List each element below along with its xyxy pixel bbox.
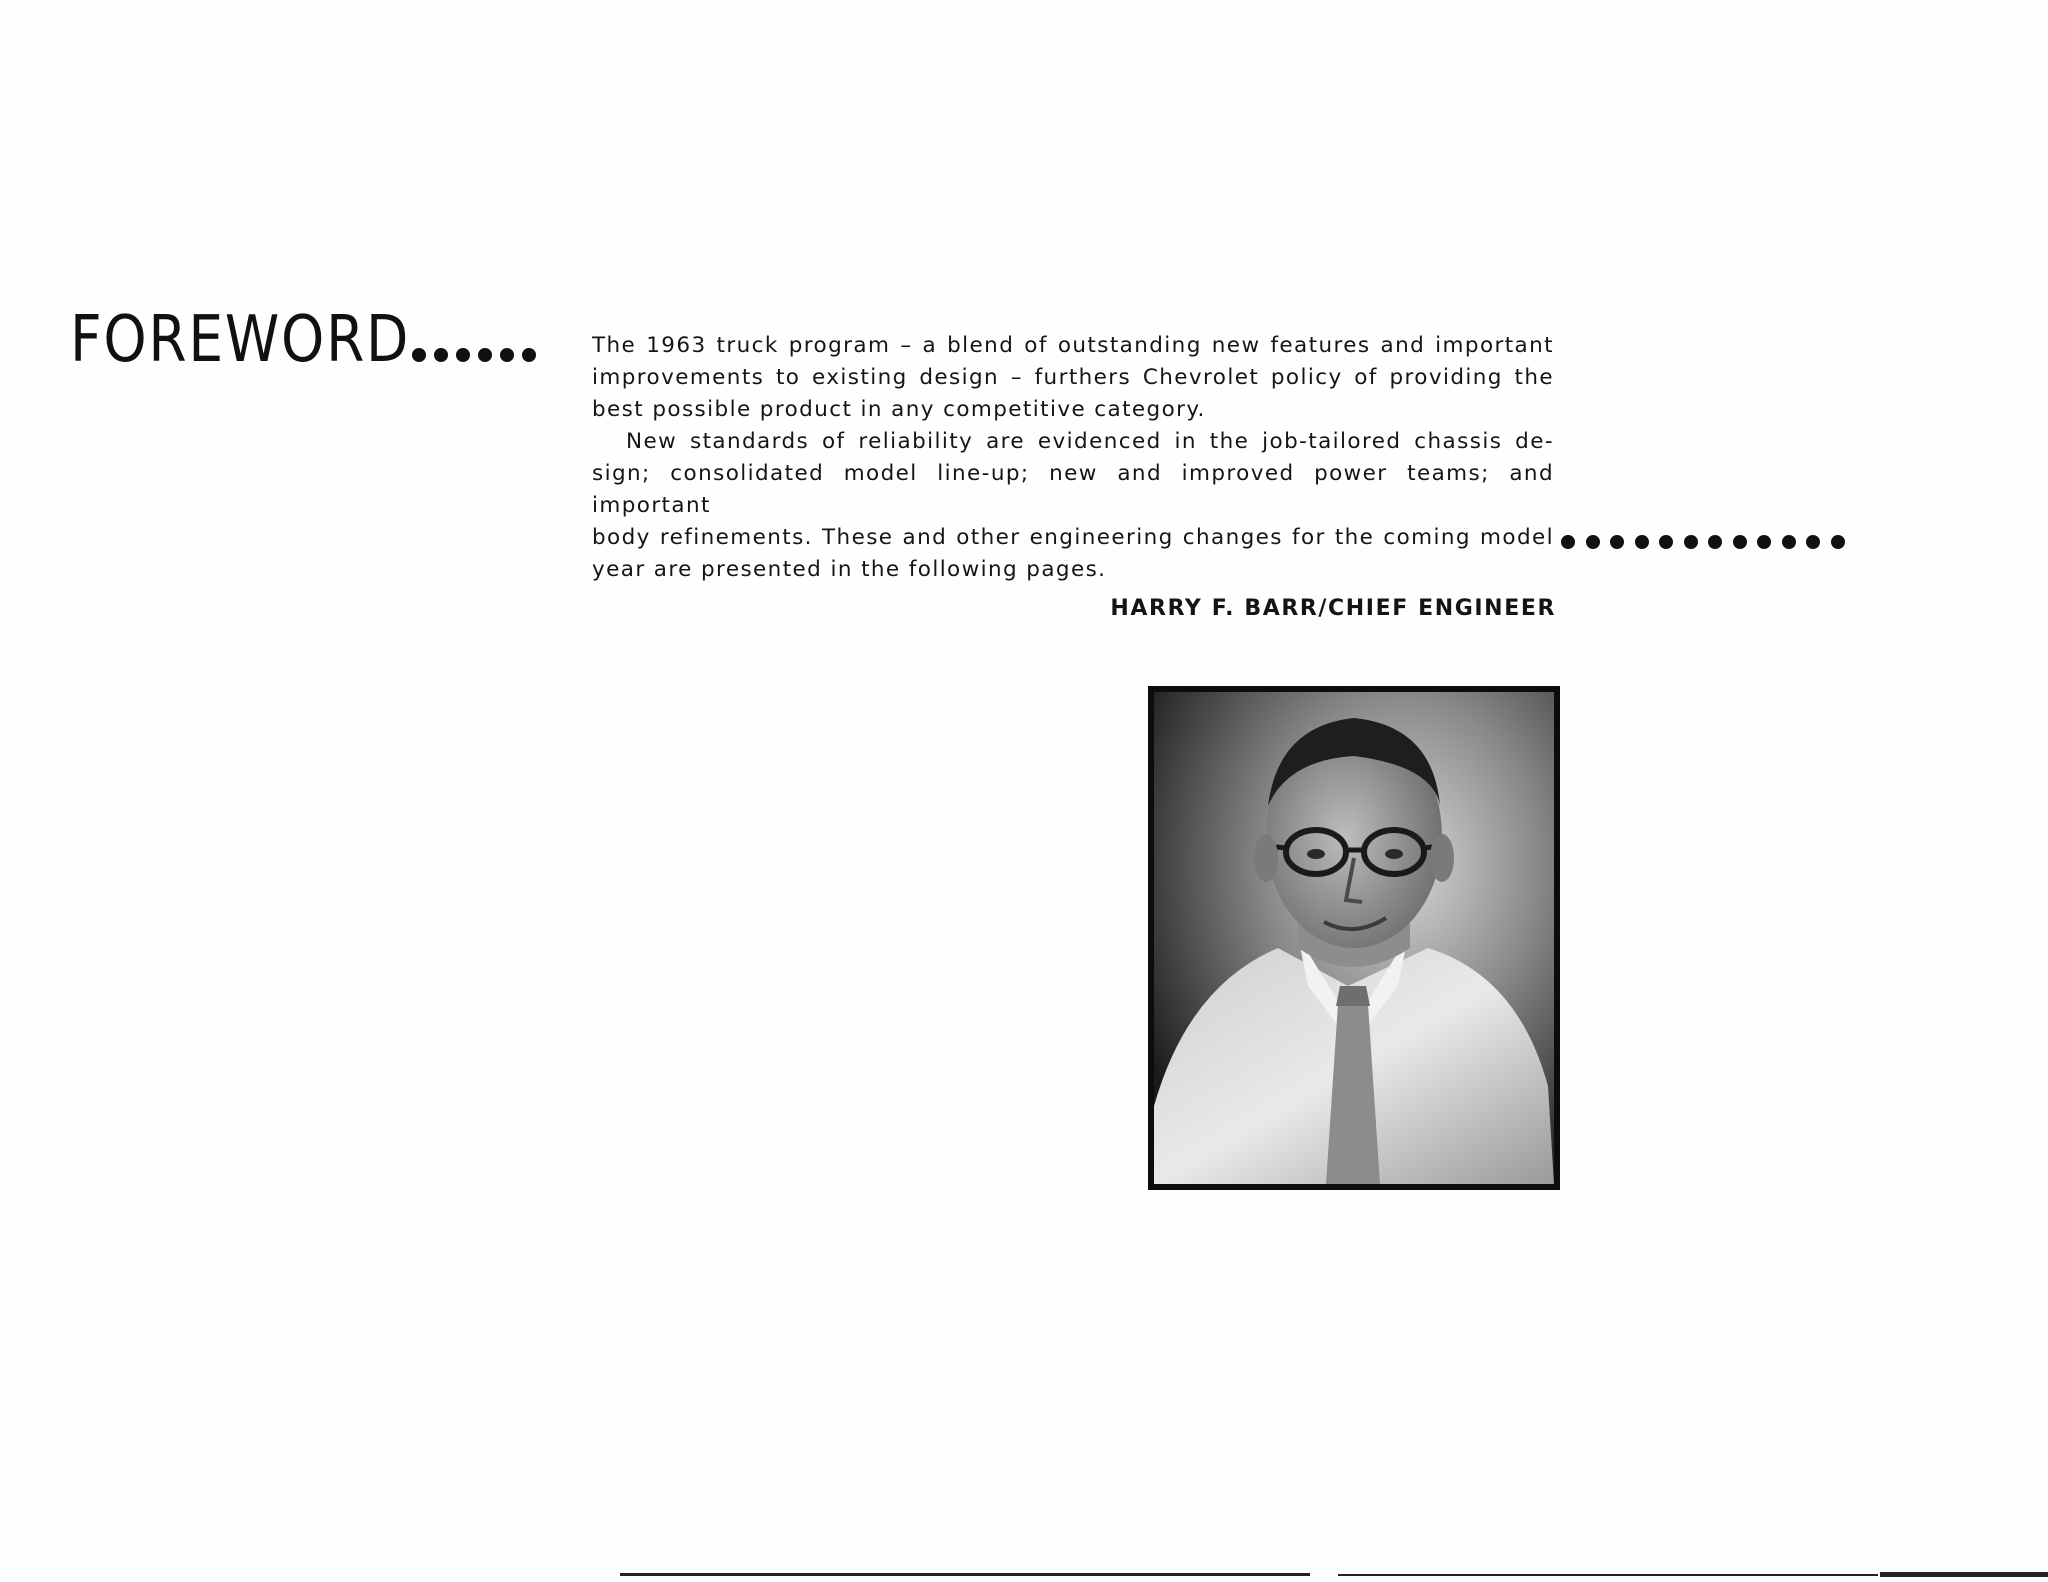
leader-dot [1831,535,1845,549]
text-line: The 1963 truck program – a blend of outstanding new features and important [592,333,1554,358]
leader-dot [412,348,426,362]
leader-dot [1708,535,1722,549]
portrait-photo [1148,686,1560,1190]
leader-dot [1782,535,1796,549]
bottom-edge-line [1338,1574,1878,1576]
trailing-leader-dots [1561,535,1845,549]
leader-dot [478,348,492,362]
leader-dot [434,348,448,362]
leader-dot [456,348,470,362]
bottom-edge-line [1880,1572,2048,1577]
foreword-text [592,330,1554,586]
leader-dot [1659,535,1673,549]
leader-dot [1733,535,1747,549]
text-line: year are presented in the following pages. [592,557,1107,582]
leader-dot [1684,535,1698,549]
portrait-photo-icon [1148,686,1560,1190]
page-heading: FOREWORD [70,303,411,377]
heading-leader-dots [412,348,536,362]
text-line: New standards of reliability are evidenced in the job-tailored chassis de- [626,429,1554,454]
leader-dot [522,348,536,362]
leader-dot [1757,535,1771,549]
leader-dot [1586,535,1600,549]
text-line: improvements to existing design – furthers Chevrolet policy of providing the [592,365,1554,390]
leader-dot [1635,535,1649,549]
leader-dot [1610,535,1624,549]
text-line: body refinements. These and other engineering changes for the coming model [592,525,1554,550]
leader-dot [500,348,514,362]
leader-dot [1806,535,1820,549]
leader-dot [1561,535,1575,549]
bottom-edge-line [620,1573,1310,1576]
signature-line: HARRY F. BARR/CHIEF ENGINEER [1110,596,1556,621]
text-line: best possible product in any competitive category. [592,397,1206,422]
text-line: sign; consolidated model line-up; new and improved power teams; and important [592,461,1554,518]
